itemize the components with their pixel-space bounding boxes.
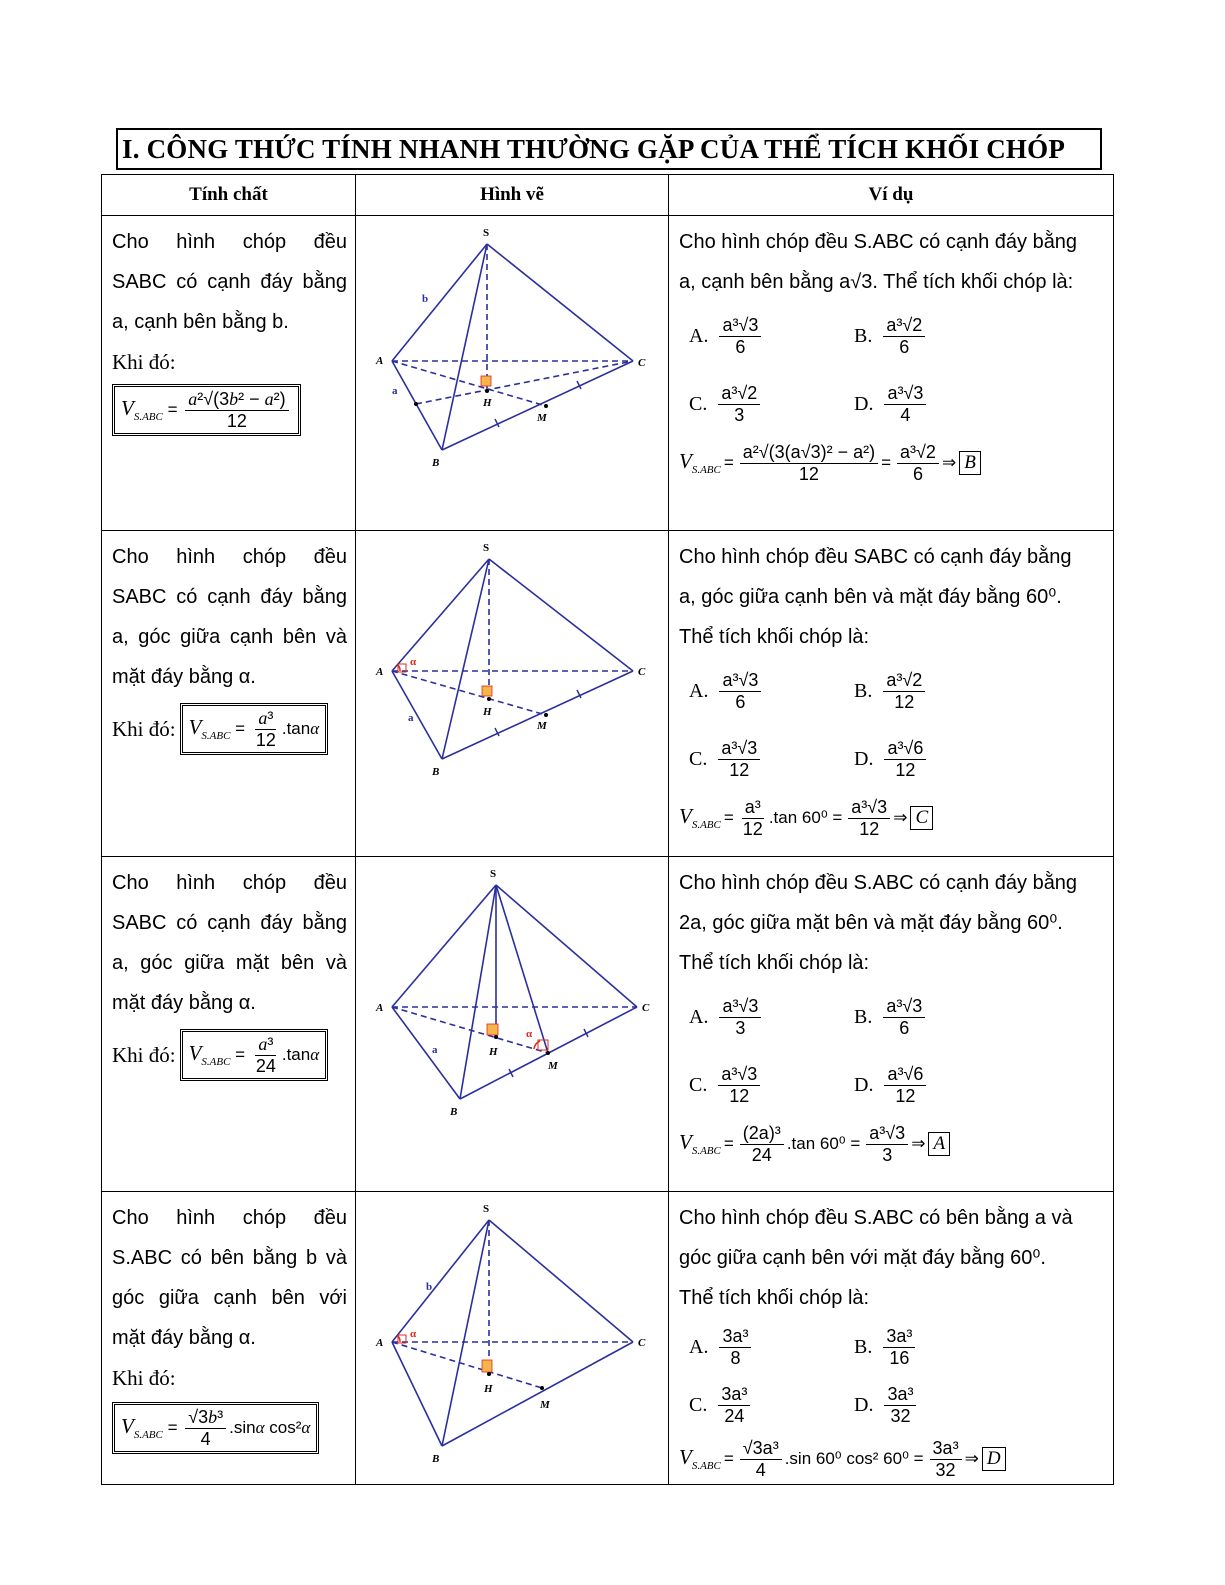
vertex-label-s: S (483, 1203, 490, 1215)
vertex-label-c: C (638, 666, 646, 678)
solution-line: $V_{S.ABC}$ = $\frac{\text{a³}}{12}$ .tan 60⁰ = $\frac{\text{a³√3}}{12}$ ⇒ C (679, 797, 1105, 839)
vertex-label-c: C (642, 1002, 650, 1014)
choice-c[interactable]: C. $\frac{\text{3a³}}{24}$ (689, 1376, 854, 1434)
choice-a[interactable]: A. $\frac{\text{a³√3}}{6}$ (689, 657, 854, 725)
angle-label-alpha: α (410, 656, 417, 668)
prop-line: mặt đáy bằng α. (112, 992, 256, 1014)
answer-choices (689, 302, 1105, 438)
example-line: Thể tích khối chóp là: (679, 626, 870, 648)
prop-line: Khi đó: (112, 1366, 176, 1390)
prop-line: SABC có cạnh đáy bằng (112, 586, 347, 608)
answer-choices (689, 1318, 1105, 1434)
khi-do-label: Khi đó: (112, 717, 176, 742)
choice-d[interactable]: D. $\frac{\text{a³√6}}{12}$ (854, 725, 1054, 793)
example-line: Cho hình chóp đều S.ABC có bên bằng a và (679, 1207, 1073, 1229)
example-line: Cho hình chóp đều SABC có cạnh đáy bằng (679, 546, 1072, 568)
angle-label-alpha: α (526, 1028, 533, 1040)
example-cell (669, 531, 1114, 857)
figure-cell (356, 216, 669, 531)
prop-line: a, góc giữa mặt bên và (112, 952, 347, 974)
choice-d[interactable]: D. $\frac{\text{a³√3}}{4}$ (854, 370, 1054, 438)
edge-label-a: a (392, 385, 398, 397)
answer-key: D (982, 1447, 1006, 1471)
properties-cell (102, 531, 356, 857)
solution-line: $V_{S.ABC}$ = $\frac{\text{a²√(3(a√3)² − a²)}}{12}$ = $\frac{\text{a³√2}}{6}$ ⇒ B (679, 442, 1105, 484)
vertex-label-c: C (638, 1337, 646, 1349)
choice-b[interactable]: B. $\frac{\text{a³√2}}{12}$ (854, 657, 1054, 725)
prop-line: mặt đáy bằng α. (112, 1327, 256, 1349)
vertex-label-a: A (376, 355, 384, 367)
vertex-label-s: S (483, 227, 490, 239)
answer-key: B (959, 451, 981, 475)
edge-label-b: b (422, 293, 429, 305)
example-cell (669, 1192, 1114, 1485)
example-cell (669, 857, 1114, 1192)
figure-cell (356, 857, 669, 1192)
solution-line: $V_{S.ABC}$ = $\frac{\text{(2a)³}}{24}$ .tan 60⁰ = $\frac{\text{a³√3}}{3}$ ⇒ A (679, 1123, 1105, 1165)
answer-key: A (928, 1132, 950, 1156)
vertex-label-m: M (537, 412, 547, 424)
vertex-label-m: M (548, 1060, 558, 1072)
pyramid-figure (356, 216, 669, 529)
prop-line: mặt đáy bằng α. (112, 666, 256, 688)
answer-key: C (910, 806, 933, 830)
choice-b[interactable]: B. $\frac{\text{a³√2}}{6}$ (854, 302, 1054, 370)
table-row (102, 216, 1114, 531)
table-row (102, 1192, 1114, 1485)
vertex-label-s: S (490, 868, 497, 880)
vertex-label-h: H (483, 397, 492, 409)
answer-choices (689, 657, 1105, 793)
figure-cell (356, 531, 669, 857)
choice-a[interactable]: A. $\frac{\text{a³√3}}{6}$ (689, 302, 854, 370)
vertex-label-b: B (432, 766, 440, 778)
pyramid-figure (356, 531, 669, 855)
header-properties: Tính chất (102, 175, 356, 216)
example-line: 2a, góc giữa mặt bên và mặt đáy bằng 60⁰. (679, 912, 1063, 934)
volume-formula: $V_{S.ABC}$ = $\frac{\text{√3b³}}{4}$ .sin α cos² α (112, 1402, 319, 1454)
volume-formula: $V_{S.ABC}$ = $\frac{\text{a³}}{24}$ .tan α (180, 1029, 329, 1081)
prop-line: SABC có cạnh đáy bằng (112, 271, 347, 293)
choice-d[interactable]: D. $\frac{\text{a³√6}}{12}$ (854, 1051, 1054, 1119)
edge-label-a: a (432, 1044, 438, 1056)
answer-choices (689, 983, 1105, 1119)
prop-line: Khi đó: (112, 350, 176, 374)
table-row (102, 531, 1114, 857)
choice-a[interactable]: A. $\frac{\text{3a³}}{8}$ (689, 1318, 854, 1376)
example-line: Thể tích khối chóp là: (679, 952, 870, 974)
choice-a[interactable]: A. $\frac{\text{a³√3}}{3}$ (689, 983, 854, 1051)
example-line: a, cạnh bên bằng a√3. Thể tích khối chóp là: (679, 271, 1074, 293)
vertex-label-a: A (376, 1337, 384, 1349)
choice-b[interactable]: B. $\frac{\text{3a³}}{16}$ (854, 1318, 1054, 1376)
example-line: Cho hình chóp đều S.ABC có cạnh đáy bằng (679, 231, 1078, 253)
solution-line: $V_{S.ABC}$ = $\frac{\text{√3a³}}{4}$ .sin 60⁰ cos² 60⁰ = $\frac{\text{3a³}}{32}$ ⇒ D (679, 1438, 1105, 1480)
header-figure: Hình vẽ (356, 175, 669, 216)
edge-label-a: a (408, 712, 414, 724)
properties-cell (102, 1192, 356, 1485)
vertex-label-a: A (376, 1002, 384, 1014)
table-header-row (102, 175, 1114, 216)
edge-label-b: b (426, 1281, 433, 1293)
vertex-label-s: S (483, 542, 490, 554)
prop-line: Cho hình chóp đều (112, 872, 347, 894)
properties-cell (102, 857, 356, 1192)
vertex-label-m: M (540, 1399, 550, 1411)
choice-d[interactable]: D. $\frac{\text{3a³}}{32}$ (854, 1376, 1054, 1434)
prop-line: S.ABC có bên bằng b và (112, 1247, 347, 1269)
prop-line: góc giữa cạnh bên với (112, 1287, 347, 1309)
vertex-label-h: H (483, 706, 492, 718)
vertex-label-b: B (432, 1453, 440, 1465)
volume-formula: $V_{S.ABC}$ = $\frac{\text{a³}}{12}$ .tan α (180, 703, 329, 755)
table-row (102, 857, 1114, 1192)
vertex-label-h: H (484, 1383, 493, 1395)
vertex-label-h: H (489, 1046, 498, 1058)
angle-label-alpha: α (410, 1328, 417, 1340)
vertex-label-c: C (638, 357, 646, 369)
header-example: Ví dụ (669, 175, 1114, 216)
formula-table (101, 174, 1114, 1485)
volume-formula: $V_{S.ABC}$ = $\frac{\text{a²√(3b² − a²)}}{12}$ (112, 384, 301, 436)
vertex-label-b: B (432, 457, 440, 469)
vertex-label-a: A (376, 666, 384, 678)
prop-line: Cho hình chóp đều (112, 231, 347, 253)
prop-line: Cho hình chóp đều (112, 1207, 347, 1229)
example-cell (669, 216, 1114, 531)
choice-b[interactable]: B. $\frac{\text{a³√3}}{6}$ (854, 983, 1054, 1051)
prop-line: a, góc giữa cạnh bên và (112, 626, 347, 648)
pyramid-figure (356, 857, 669, 1190)
khi-do-label: Khi đó: (112, 1043, 176, 1068)
choice-c[interactable]: C. $\frac{\text{a³√3}}{12}$ (689, 1051, 854, 1119)
example-line: Cho hình chóp đều S.ABC có cạnh đáy bằng (679, 872, 1078, 894)
example-line: Thể tích khối chóp là: (679, 1287, 870, 1309)
example-line: góc giữa cạnh bên với mặt đáy bằng 60⁰. (679, 1247, 1046, 1269)
pyramid-figure (356, 1192, 669, 1483)
prop-line: a, cạnh bên bằng b. (112, 311, 289, 333)
properties-cell (102, 216, 356, 531)
figure-cell (356, 1192, 669, 1485)
prop-line: Cho hình chóp đều (112, 546, 347, 568)
section-title: I. CÔNG THỨC TÍNH NHANH THƯỜNG GẶP CỦA THỂ TÍCH KHỐI CHÓP (116, 128, 1102, 170)
prop-line: SABC có cạnh đáy bằng (112, 912, 347, 934)
choice-c[interactable]: C. $\frac{\text{a³√3}}{12}$ (689, 725, 854, 793)
vertex-label-b: B (450, 1106, 458, 1118)
choice-c[interactable]: C. $\frac{\text{a³√2}}{3}$ (689, 370, 854, 438)
vertex-label-m: M (537, 720, 547, 732)
example-line: a, góc giữa cạnh bên và mặt đáy bằng 60⁰. (679, 586, 1062, 608)
